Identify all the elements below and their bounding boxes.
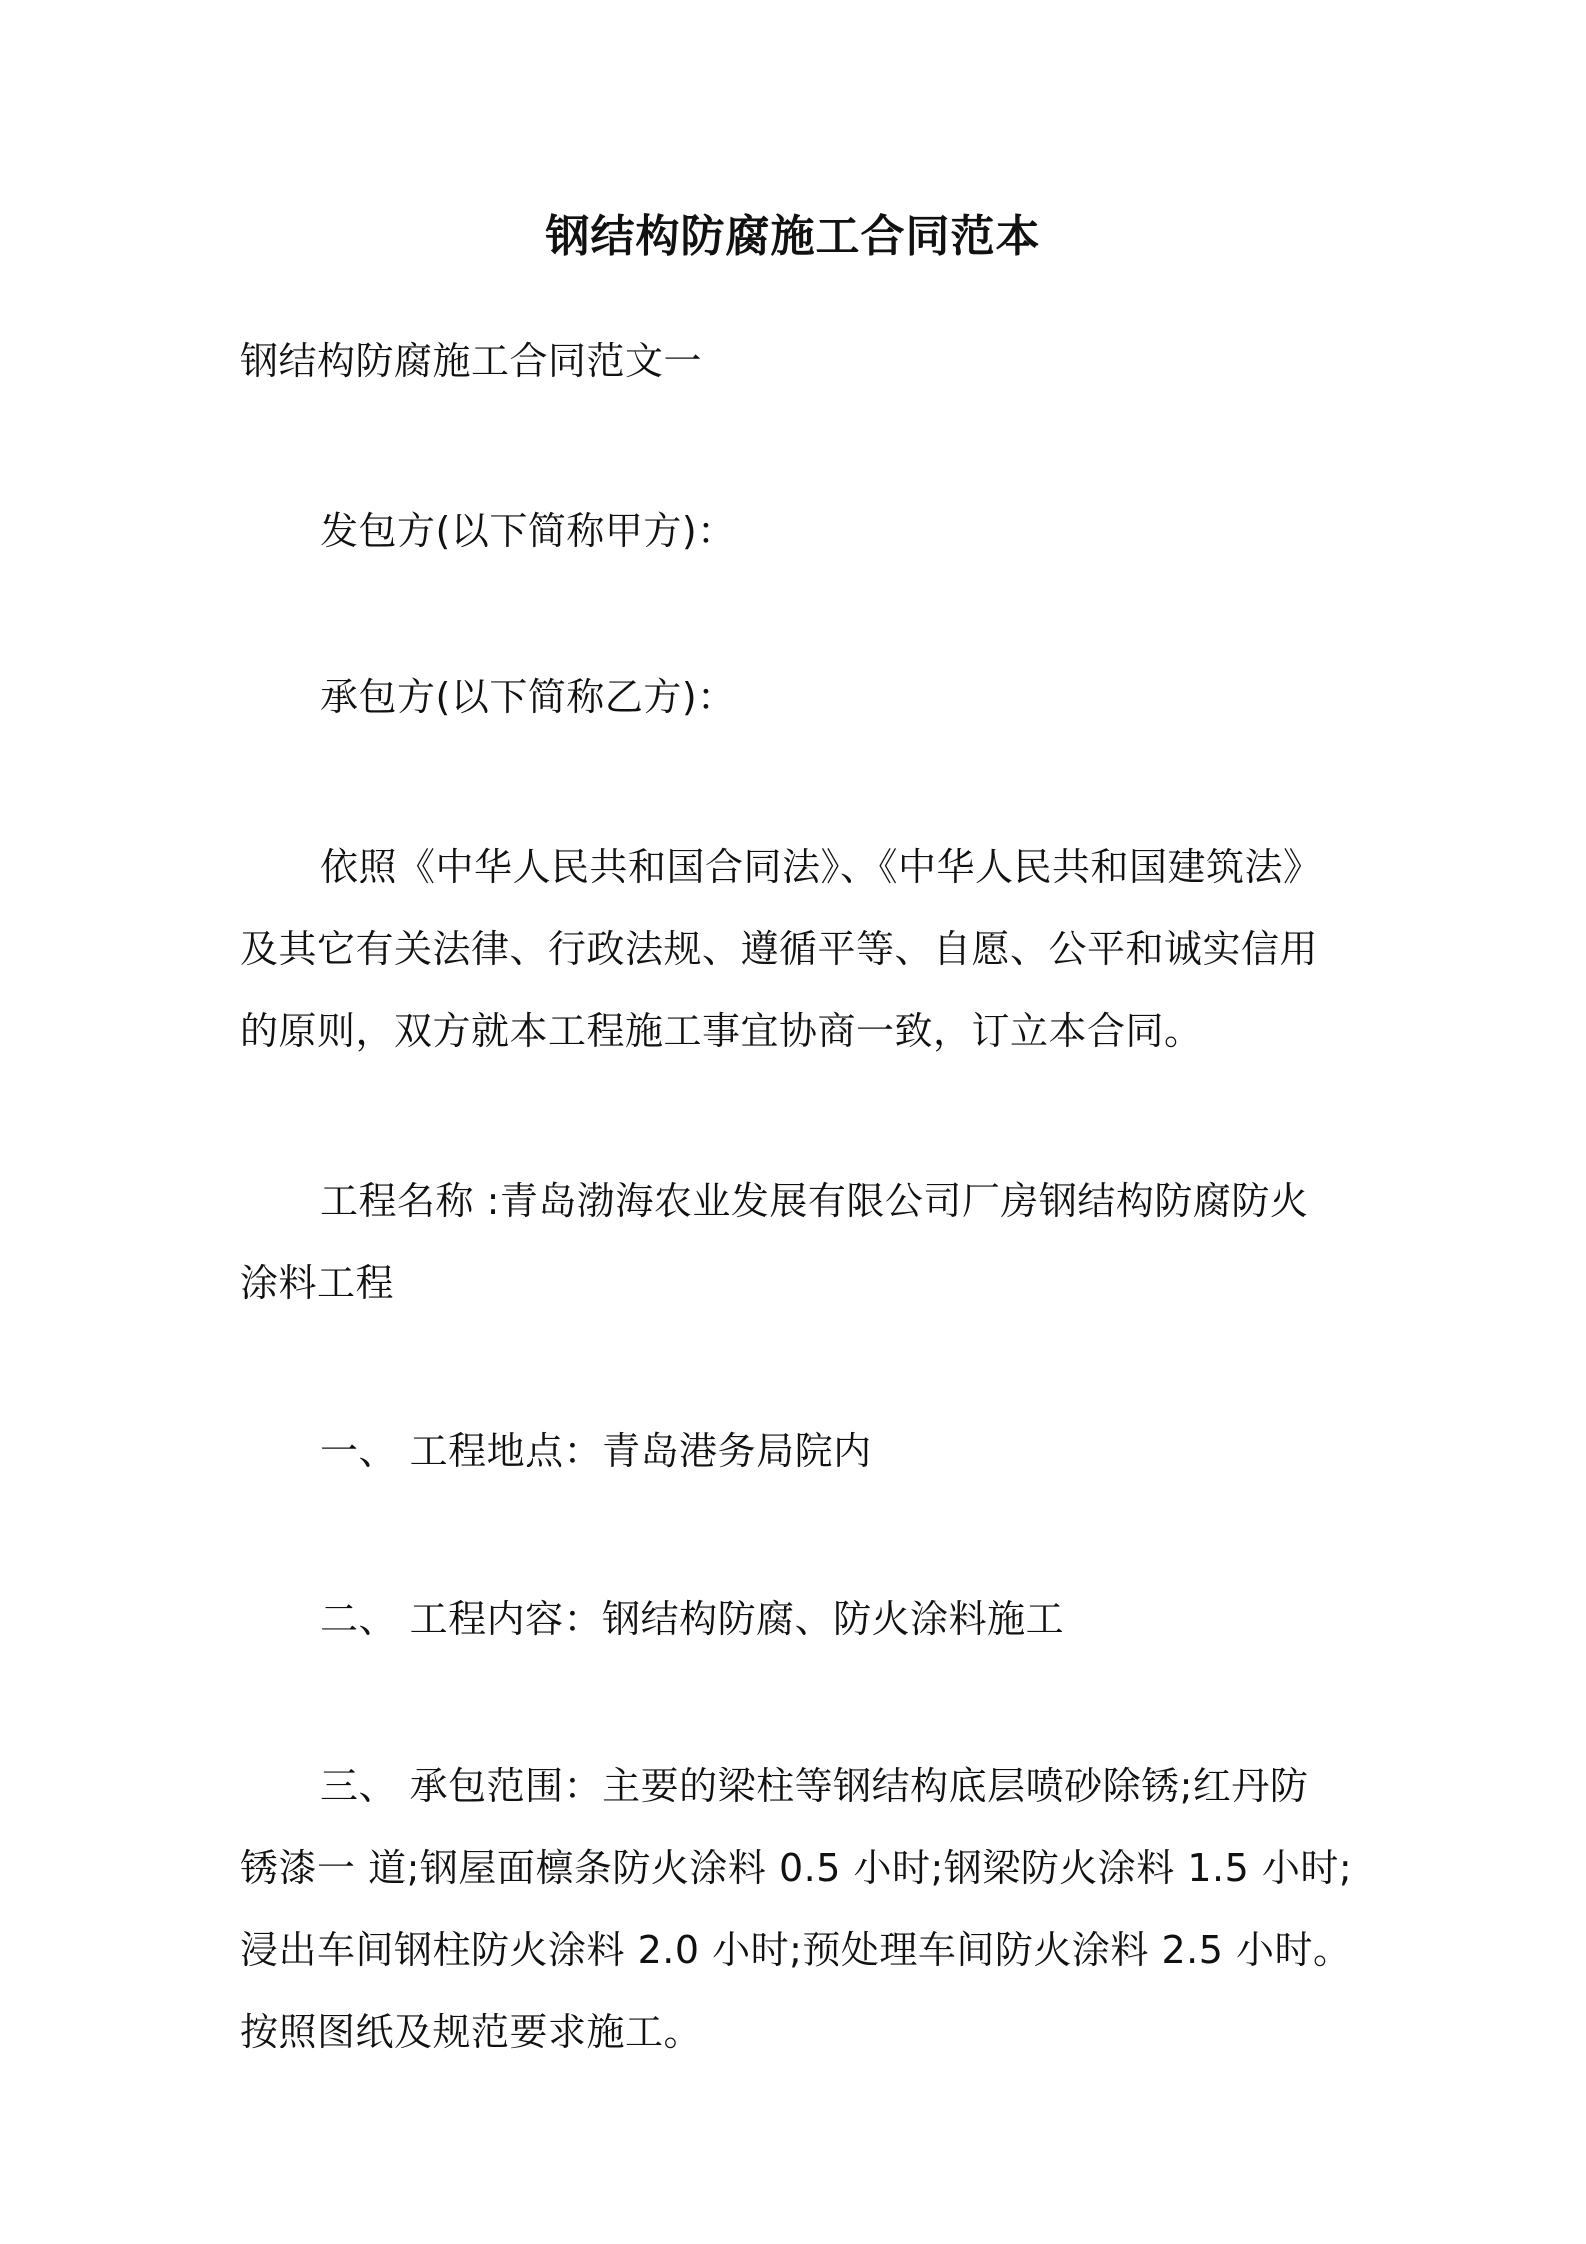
document-title: 钢结构防腐施工合同范本: [545, 211, 1041, 262]
project-name-paragraph: [240, 1160, 1360, 1324]
party-a-line: 发包方(以下简称甲方)：: [320, 509, 736, 553]
project-name-line-2: 涂料工程: [240, 1261, 395, 1305]
preamble-line-1: 依照《中华人民共和国合同法》、《中华人民共和国建筑法》: [320, 845, 1322, 889]
item-content: 二、 工程内容：钢结构防腐、防火涂料施工: [320, 1597, 1065, 1641]
item-scope-line-1: 三、 承包范围：主要的梁柱等钢结构底层喷砂除锈;红丹防: [320, 1764, 1309, 1808]
item-scope-line-4: 按照图纸及规范要求施工。: [240, 2010, 703, 2054]
item-scope-line-2: 锈漆一 道;钢屋面檩条防火涂料 0.5 小时;钢梁防火涂料 1.5 小时;: [240, 1846, 1353, 1890]
document-subtitle: 钢结构防腐施工合同范文一: [240, 339, 703, 383]
preamble-line-2: 及其它有关法律、行政法规、遵循平等、自愿、公平和诚实信用: [240, 927, 1319, 971]
item-location: 一、 工程地点：青岛港务局院内: [320, 1429, 872, 1473]
item-scope-line-3: 浸出车间钢柱防火涂料 2.0 小时;预处理车间防火涂料 2.5 小时。: [240, 1928, 1352, 1972]
project-name-line-1: 工程名称 :青岛渤海农业发展有限公司厂房钢结构防腐防火: [320, 1179, 1309, 1223]
party-b-line: 承包方(以下简称乙方)：: [320, 675, 736, 719]
item-scope-paragraph: [240, 1745, 1360, 2073]
preamble-paragraph: [240, 826, 1360, 1072]
preamble-line-3: 的原则，双方就本工程施工事宜协商一致，订立本合同。: [240, 1009, 1203, 1053]
